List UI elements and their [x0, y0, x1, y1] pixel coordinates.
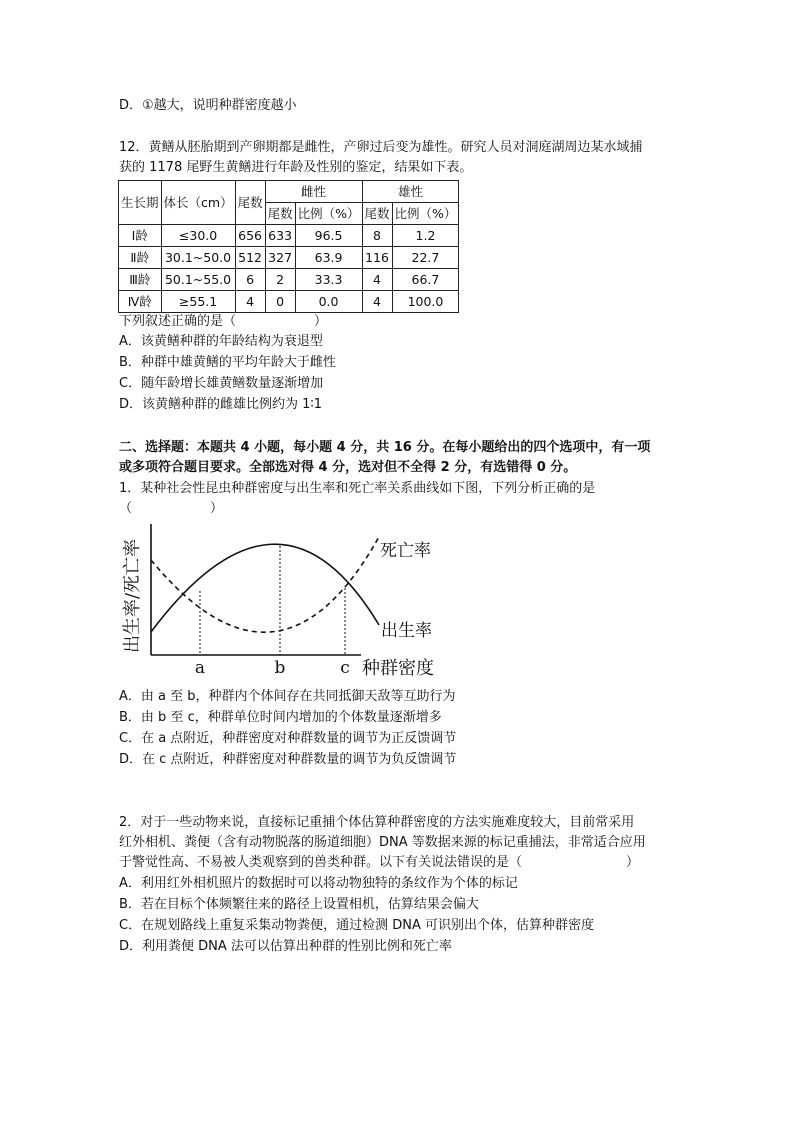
cell-male-ratio: 66.7: [392, 269, 459, 291]
section-2-title-line-1: 二、选择题：本题共 4 小题，每小题 4 分，共 16 分。在每小题给出的四个选项中，有一项: [119, 440, 651, 455]
cell-male-count: 8: [362, 225, 392, 247]
cell-female-count: 0: [265, 291, 295, 313]
header-male-ratio: 比例（%）: [392, 203, 459, 225]
cell-stage: Ⅲ龄: [119, 269, 162, 291]
tick-label-a: a: [194, 658, 206, 678]
death-rate-label: 死亡率: [380, 541, 431, 561]
q12-stem-line-2: 获的 1178 尾野生黄鳝进行年龄及性别的鉴定，结果如下表。: [119, 160, 473, 175]
table-row: [119, 291, 459, 313]
s2q1-option-d: D．在 c 点附近，种群密度对种群数量的调节为负反馈调节: [119, 752, 457, 767]
q12-option-b: B．种群中雄黄鳝的平均年龄大于雌性: [119, 355, 336, 370]
table-row: [119, 269, 459, 291]
q12-stem-line-1: 12．黄鳝从胚胎期到产卵期都是雌性，产卵过后变为雄性。研究人员对洞庭湖周边某水域捕: [119, 140, 643, 155]
s2q2-option-c: C．在规划路线上重复采集动物粪便，通过检测 DNA 可识别出个体，估算种群密度: [119, 918, 594, 933]
cell-length: ≥55.1: [161, 291, 235, 313]
s2q1-option-b: B．由 b 至 c，种群单位时间内增加的个体数量逐渐增多: [119, 710, 442, 725]
cell-stage: Ⅱ龄: [119, 247, 162, 269]
q11-option-d: D．①越大，说明种群密度越小: [119, 98, 297, 113]
s2q1-answer-paren: （ ）: [119, 501, 224, 516]
table-row: [119, 247, 459, 269]
cell-female-ratio: 63.9: [295, 247, 362, 269]
age-sex-table: [118, 180, 459, 313]
header-female: 雌性: [265, 181, 362, 203]
cell-male-ratio: 1.2: [392, 225, 459, 247]
birth-rate-label: 出生率: [381, 621, 432, 641]
s2q2-stem-line-1: 2．对于一些动物来说，直接标记重捕个体估算种群密度的方法实施难度较大，目前常采用: [119, 815, 635, 830]
q12-question: 下列叙述正确的是（ ）: [119, 314, 328, 329]
header-male: 雄性: [362, 181, 459, 203]
header-stage: 生长期: [119, 181, 162, 225]
cell-count: 656: [235, 225, 265, 247]
y-axis-label: 出生率/死亡率: [122, 538, 143, 654]
cell-female-count: 633: [265, 225, 295, 247]
s2q1-option-c: C．在 a 点附近，种群密度对种群数量的调节为正反馈调节: [119, 731, 457, 746]
header-length: 体长（cm）: [161, 181, 235, 225]
cell-stage: Ⅳ龄: [119, 291, 162, 313]
s2q2-option-a: A．利用红外相机照片的数据时可以将动物独特的条纹作为个体的标记: [119, 876, 518, 891]
table-row: [119, 225, 459, 247]
q12-option-c: C．随年龄增长雄黄鳝数量逐渐增加: [119, 376, 324, 391]
x-axis-label: 种群密度: [362, 658, 434, 679]
death-rate-curve: [151, 535, 380, 632]
cell-male-count: 4: [362, 269, 392, 291]
cell-male-ratio: 100.0: [392, 291, 459, 313]
cell-female-count: 2: [265, 269, 295, 291]
header-male-count: 尾数: [362, 203, 392, 225]
birth-death-rate-figure: [118, 524, 458, 684]
header-female-ratio: 比例（%）: [295, 203, 362, 225]
header-female-count: 尾数: [265, 203, 295, 225]
s2q1-stem: 1．某种社会性昆虫种群密度与出生率和死亡率关系曲线如下图，下列分析正确的是: [119, 481, 596, 496]
q12-option-a: A．该黄鳝种群的年龄结构为衰退型: [119, 334, 323, 349]
cell-male-count: 4: [362, 291, 392, 313]
section-2-title-line-2: 或多项符合题目要求。全部选对得 4 分，选对但不全得 2 分，有选错得 0 分。: [119, 460, 577, 475]
cell-count: 4: [235, 291, 265, 313]
cell-count: 512: [235, 247, 265, 269]
s2q1-option-a: A．由 a 至 b，种群内个体间存在共同抵御天敌等互助行为: [119, 689, 456, 704]
cell-male-ratio: 22.7: [392, 247, 459, 269]
s2q2-stem-line-3: 于警觉性高、不易被人类观察到的兽类种群。以下有关说法错误的是（ ）: [119, 855, 640, 870]
cell-female-count: 327: [265, 247, 295, 269]
cell-male-count: 116: [362, 247, 392, 269]
tick-label-c: c: [340, 658, 350, 678]
header-count: 尾数: [235, 181, 265, 225]
s2q2-stem-line-2: 红外相机、粪便（含有动物脱落的肠道细胞）DNA 等数据来源的标记重捕法，非常适合应用: [119, 835, 646, 850]
cell-count: 6: [235, 269, 265, 291]
s2q2-option-b: B．若在目标个体频繁往来的路径上设置相机，估算结果会偏大: [119, 897, 479, 912]
cell-stage: Ⅰ龄: [119, 225, 162, 247]
s2q2-option-d: D．利用粪便 DNA 法可以估算出种群的性别比例和死亡率: [119, 939, 452, 954]
cell-female-ratio: 96.5: [295, 225, 362, 247]
cell-female-ratio: 0.0: [295, 291, 362, 313]
cell-length: 30.1~50.0: [161, 247, 235, 269]
tick-label-b: b: [274, 658, 286, 678]
cell-length: 50.1~55.0: [161, 269, 235, 291]
cell-length: ≤30.0: [161, 225, 235, 247]
cell-female-ratio: 33.3: [295, 269, 362, 291]
q12-option-d: D．该黄鳝种群的雌雄比例约为 1∶1: [119, 397, 323, 412]
